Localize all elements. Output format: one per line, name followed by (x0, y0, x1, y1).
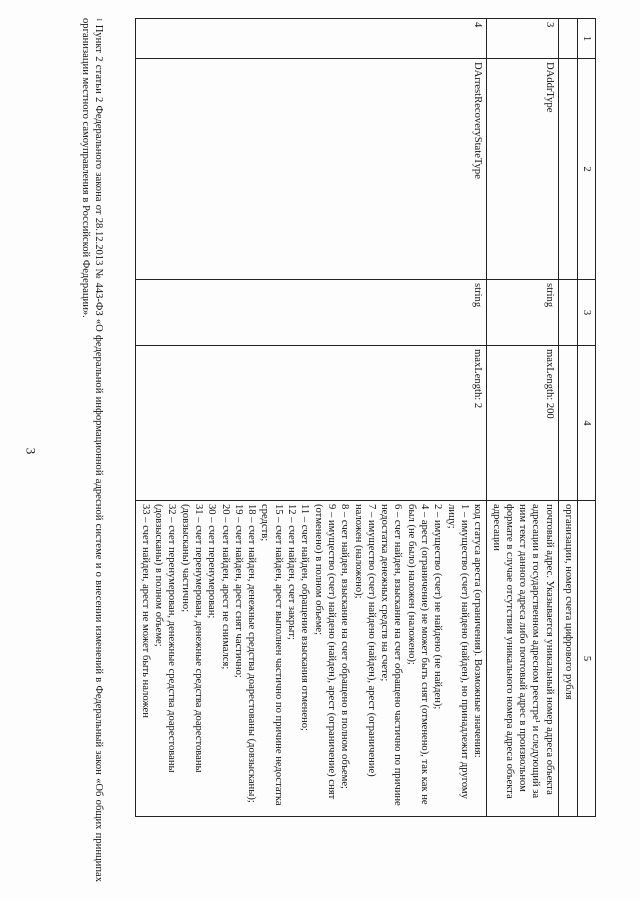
list-item: 15 – счет найден, арест выполнен частично по причине недостатка средств; (259, 504, 284, 806)
list-item: 9 – имущество (счет) найдено (найден), арест (ограничение) снят (отменено) в полном объеме; (312, 504, 337, 800)
cell-name: DArrestRecoveryStateType (136, 59, 487, 280)
header-col-4: 4 (577, 346, 595, 501)
cell-type: string (487, 280, 558, 346)
rotated-content (56, 18, 596, 882)
table-header-row (577, 19, 595, 817)
cell-constraint: maxLength: 200 (487, 346, 558, 501)
list-item: 19 – счет найден, арест снят частично; (232, 504, 244, 678)
list-item: 12 – счет найден, счет закрыт; (286, 504, 298, 640)
status-value-list (139, 504, 485, 813)
list-item: 4 – арест (ограничение) не может быть снят (отменено), так как не был (не было) наложен (наложено); (405, 504, 431, 805)
page-number: 3 (23, 447, 39, 455)
list-item: 1 – имущество (счет) найдено (найден), но принадлежит другому лицу; (445, 504, 470, 799)
cell-type (558, 280, 577, 346)
cell-num: 4 (136, 19, 487, 59)
cell-name: DAddrType (487, 59, 558, 280)
header-col-5: 5 (577, 501, 595, 817)
table-row-3 (487, 19, 558, 817)
cell-description (136, 501, 487, 817)
list-item: 20 – счет найден, арест не снимался; (219, 504, 231, 670)
header-col-3: 3 (577, 280, 595, 346)
cell-num (558, 19, 577, 59)
list-item: 33 – счет найден, арест не может быть наложен (139, 504, 151, 718)
list-item: код статуса ареста (ограничения). Возможные значения: (472, 504, 484, 758)
footnote-mark: 1 (95, 18, 103, 22)
cell-name (558, 59, 577, 280)
list-item: 32 – счет перенумерован, денежные средства доарестованы (довзысканы) в полном объеме; (153, 504, 178, 773)
list-item: 11 – счет найден, обращение взыскания отменено; (299, 504, 311, 731)
cell-description: организации, номер счета цифрового рубля (558, 501, 577, 817)
attribute-table (136, 18, 597, 817)
header-col-1: 1 (577, 19, 595, 59)
list-item: 8 – счет найден, взыскание на счет обращено в полном объеме; (339, 504, 351, 789)
footnote-text: Пункт 2 статьи 2 Федерального закона от 28.12.2013 № 443-ФЗ «О федеральной информационной адресной системе и о внесении изменений в Федеральный закон «Об общих принципах организации местного самоуправления в Российской Федерации». (80, 18, 104, 882)
cell-num: 3 (487, 19, 558, 59)
list-item: 18 – счет найден, денежные средства доарестованы (довзысканы); (246, 504, 258, 803)
list-item: 7 – имущество (счет) найдено (найден), арест (ограничение) наложен (наложено); (352, 504, 377, 777)
list-item: 31 – счет перенумерован, денежные средства доарестованы (довзысканы) частично; (179, 504, 204, 773)
list-item: 30 – счет перенумерован; (206, 504, 218, 619)
cell-constraint: maxLength: 2 (136, 346, 487, 501)
header-col-2: 2 (577, 59, 595, 280)
cell-type: string (136, 280, 487, 346)
cell-constraint (558, 346, 577, 501)
table-row-continuation (558, 19, 577, 817)
list-item: 6 – счет найден, взыскание на счет обращено частично по причине недостатка денежных средств на счете; (379, 504, 404, 806)
cell-description: почтовый адрес. Указывается уникальный номер адреса объекта адресации в государственном адресном реестре¹ и следующий за ним текст данного адреса либо почтовый адрес в произвольном формате в случае отсутствия уникального номера адреса объекта адресации (487, 501, 558, 817)
footnote (79, 18, 105, 882)
list-item: 2 – имущество (счет) не найдено (не найден); (432, 504, 444, 710)
table-row-4 (136, 19, 487, 817)
